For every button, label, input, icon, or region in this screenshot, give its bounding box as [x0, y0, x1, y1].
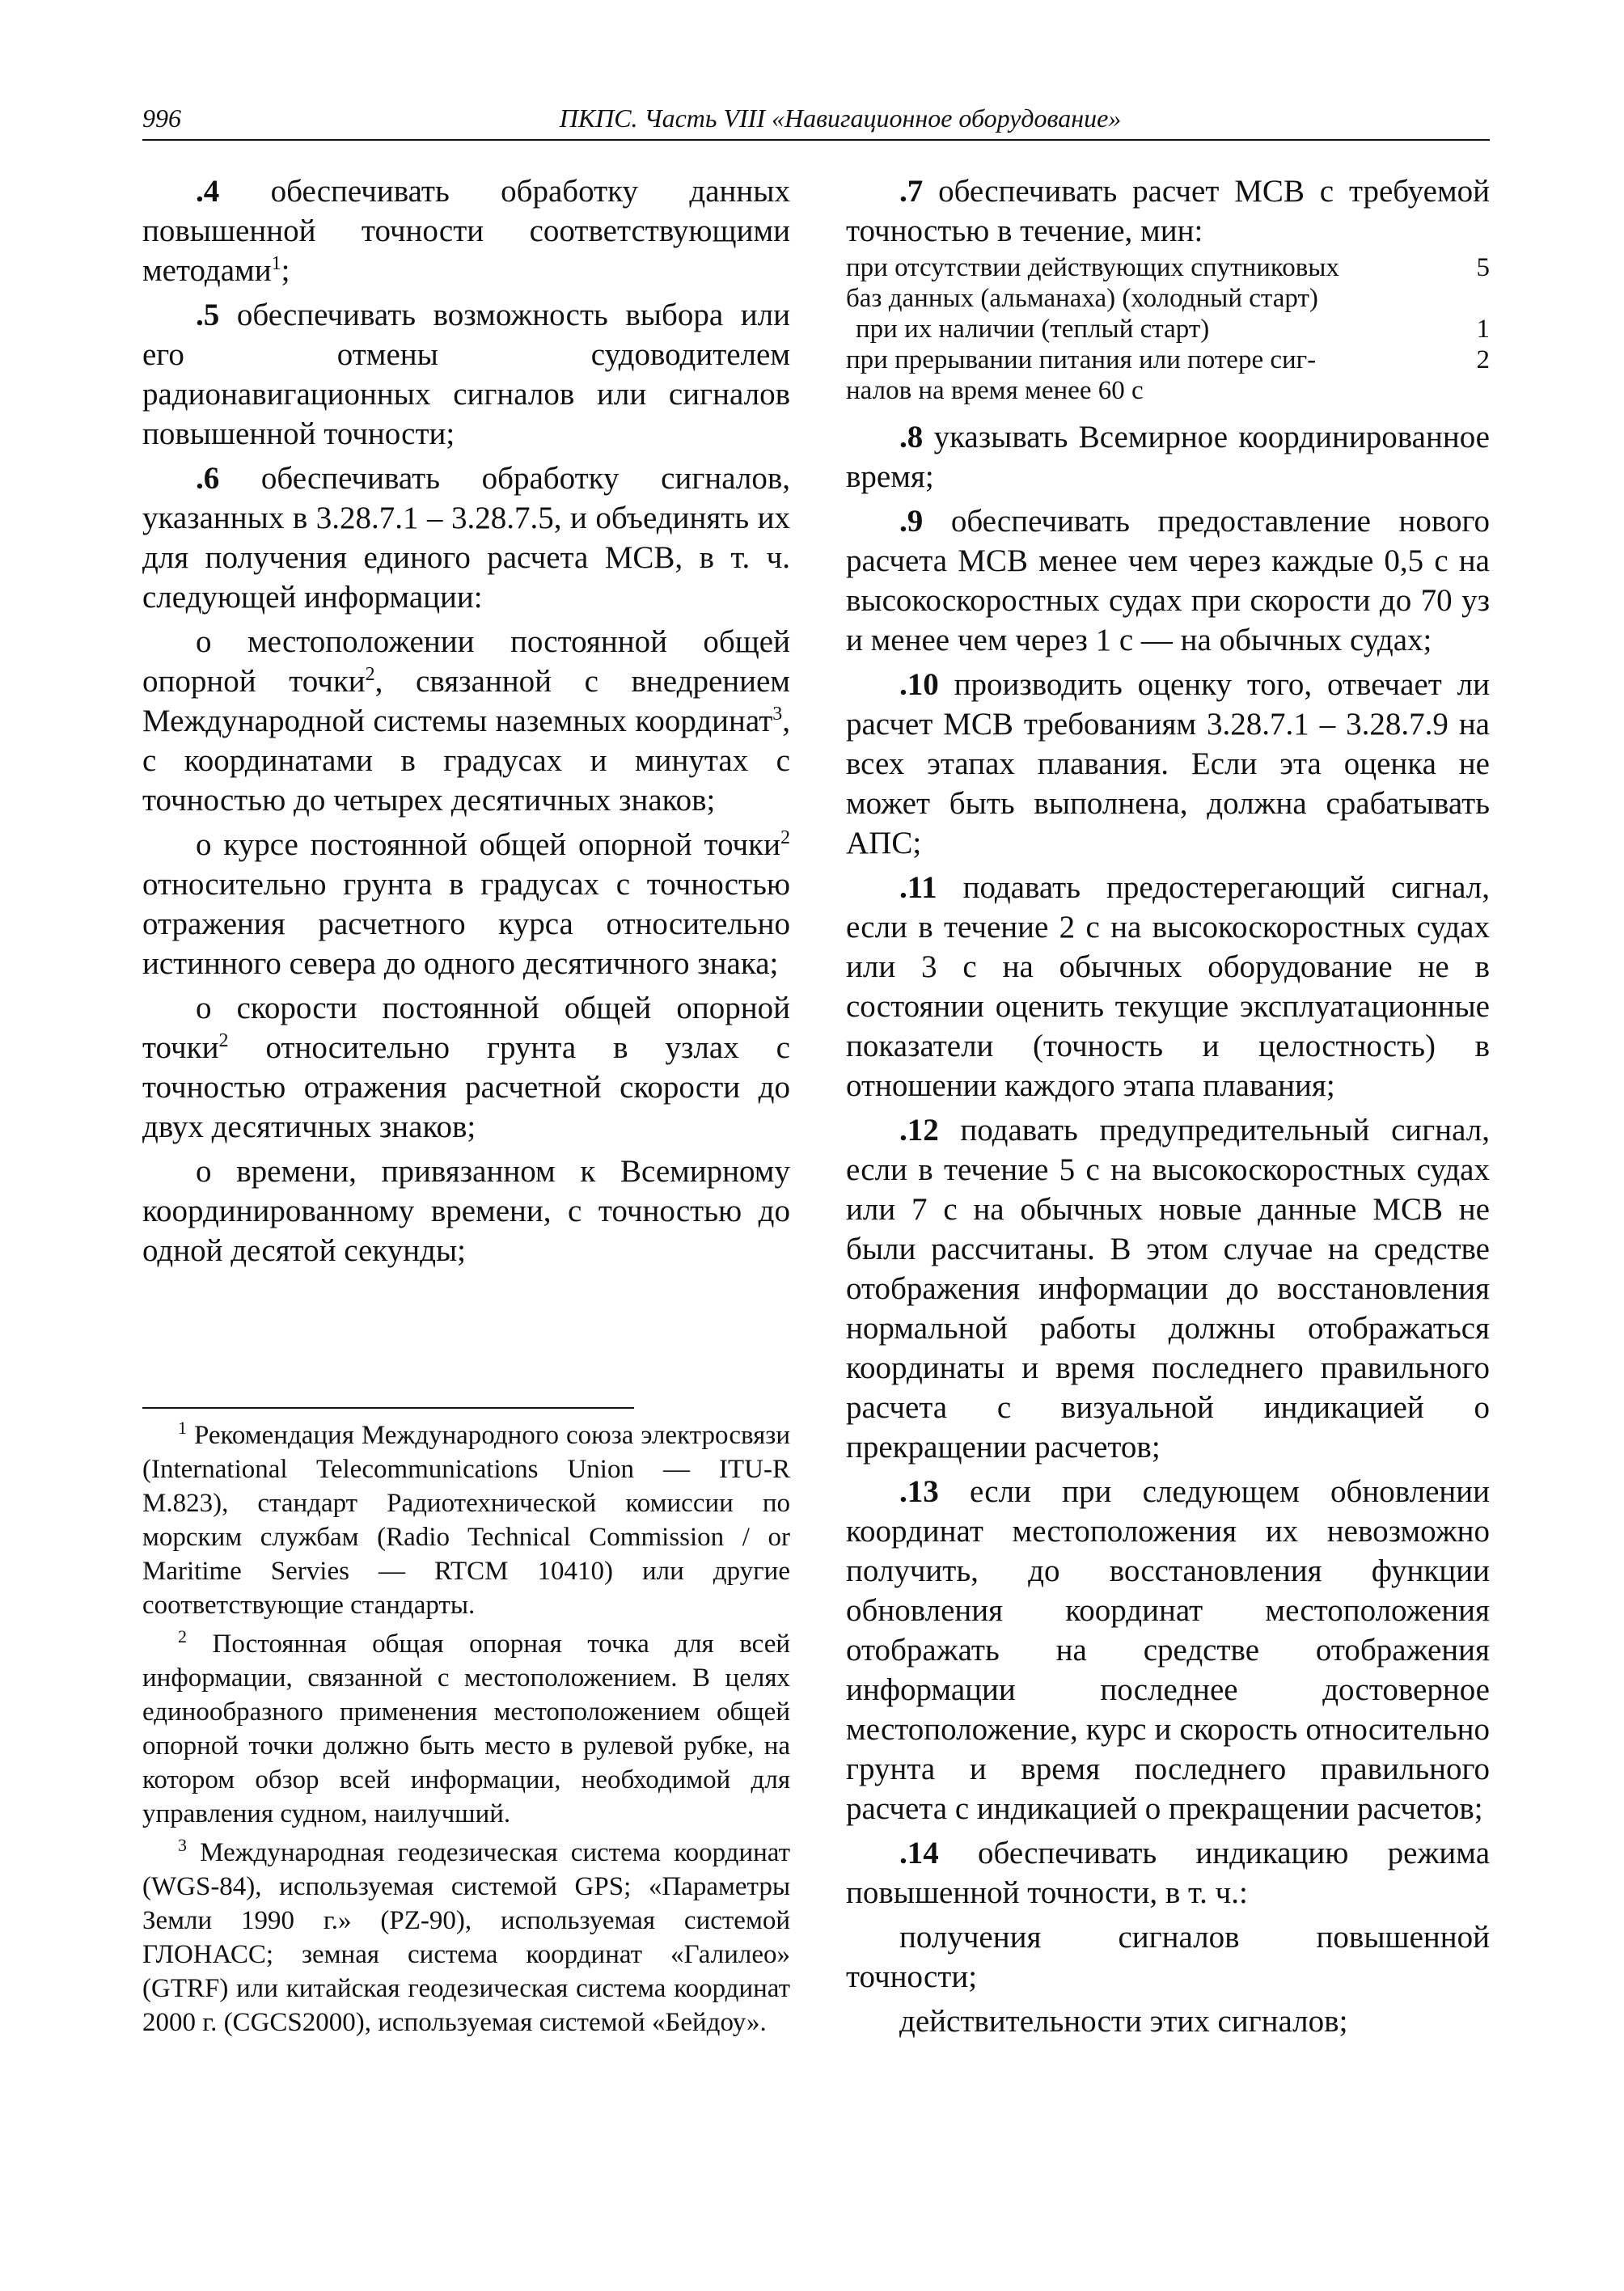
footnote-ref: 1 — [271, 253, 281, 274]
table-value: 1 — [1476, 315, 1490, 344]
subitem-position: о местоположении постоянной общей опорной точки$^2$, связанной с внедрением Международной системы наземных координат$^3$, с координатами в градусах и минутах с точностью до четырех десятичных знаков; — [142, 624, 790, 818]
subitem-validity: действительности этих сигналов; — [899, 2004, 1348, 2039]
running-header — [142, 104, 1490, 141]
page-number: 996 — [142, 104, 181, 133]
item-7: .7 обеспечивать расчет МСВ с требуемой точностью в течение, мин: — [846, 174, 1490, 248]
table-row: при их наличии (теплый старт) 1 — [856, 315, 1490, 344]
running-title: ПКПС. Часть VIII «Навигационное оборудование» — [559, 104, 1122, 133]
item-11: .11 подавать предостерегающий сигнал, если в течение 2 с на высокоскоростных судах или 3 с на обычных оборудование не в состоянии оценить текущие эксплуатационные показатели (точность и целостность) в отношении каждого этапа плавания; — [846, 870, 1490, 1103]
right-column — [846, 171, 1490, 2046]
item-5: .5 обеспечивать возможность выбора или его отмены судоводителем радионавигационных сигналов или сигналов повышенной точности; — [142, 298, 790, 451]
left-column — [142, 171, 790, 1275]
item-9: .9 обеспечивать предоставление нового расчета МСВ менее чем через каждые 0,5 с на высокоскоростных судах при скорости до 70 уз и менее чем через 1 с — на обычных судах; — [846, 504, 1490, 657]
table-value: 5 — [1476, 253, 1490, 282]
subitem-signals: получения сигналов повышенной точности; — [846, 1920, 1490, 1994]
footnote-ref: 2 — [218, 1030, 229, 1051]
table-row: при отсутствии действующих спутниковых баз данных (альманаха) (холодный старт) 5 — [846, 253, 1490, 313]
table-row: при прерывании питания или потере сиг- налов на время менее 60 с 2 — [846, 345, 1490, 405]
item-6: .6 обеспечивать обработку сигналов, указанных в 3.28.7.1 – 3.28.7.5, и объединять их для получения единого расчета МСВ, в т. ч. следующей информации: — [142, 461, 790, 615]
item-8: .8 указывать Всемирное координированное время; — [846, 420, 1490, 494]
footnote-ref: 3 — [772, 704, 783, 725]
footnote-3: $^3$ Международная геодезическая система координат (WGS-84), используемая системой GPS; «Параметры Земли 1990 г.» (PZ-90), используемая системой ГЛОНАСС; земная система координат «Галилео» (GTRF) или китайская геодезическая система координат 2000 г. (CGCS2000), используемая системой «Бейдоу». — [142, 1835, 790, 2037]
item-14: .14 обеспечивать индикацию режима повышенной точности, в т. ч.: — [846, 1836, 1490, 1910]
item-4: .4 обеспечивать обработку данных повышенной точности соответствующими методами$^1$; — [142, 174, 790, 288]
subitem-course: о курсе постоянной общей опорной точки$^2$ относительно грунта в градусах с точностью отражения расчетного курса относительно истинного севера до одного десятичного знака; — [142, 827, 790, 981]
table-value: 2 — [1476, 345, 1490, 374]
item-12: .12 подавать предупредительный сигнал, если в течение 5 с на высокоскоростных судах или 7 с на обычных новые данные МСВ не были рассчитаны. В этом случае на средстве отображения информации до восстановления нормальной работы должны отображаться координаты и время последнего правильного расчета с визуальной индикацией о прекращении расчетов; — [846, 1113, 1490, 1465]
item-13: .13 если при следующем обновлении координат местоположения их невозможно получить, до восстановления функции обновления координат местоположения отображать на средстве отображения информации последнее достоверное местоположение, курс и скорость относительно грунта и время последнего правильного расчета с индикацией о прекращении расчетов; — [846, 1474, 1490, 1826]
footnotes — [142, 1407, 790, 2044]
footnote-ref: 2 — [780, 827, 790, 848]
footnote-1: $^1$ Рекомендация Международного союза электросвязи (International Telecommunications Union — ITU-R M.823), стандарт Радиотехнической комиссии по морским службам (Radio Technical Commission / or Maritime Servies — RTCM 10410) или другие соответствующие стандарты. — [142, 1418, 790, 1620]
startup-time-table — [846, 252, 1490, 406]
footnote-separator — [142, 1407, 634, 1409]
item-10: .10 производить оценку того, отвечает ли расчет МСВ требованиям 3.28.7.1 – 3.28.7.9 на всех этапах плавания. Если эта оценка не может быть выполнена, должна срабатывать АПС; — [846, 667, 1490, 860]
subitem-speed: о скорости постоянной общей опорной точки$^2$ относительно грунта в узлах с точностью отражения расчетной скорости до двух десятичных знаков; — [142, 991, 790, 1144]
footnote-ref: 2 — [365, 664, 375, 685]
footnote-2: $^2$ Постоянная общая опорная точка для всей информации, связанной с местоположением. В целях единообразного применения местоположением общей опорной точки должно быть место в рулевой рубке, на котором обзор всей информации, необходимой для управления судном, наилучший. — [142, 1626, 790, 1828]
subitem-time: о времени, привязанном к Всемирному координированному времени, с точностью до одной десятой секунды; — [142, 1154, 790, 1268]
